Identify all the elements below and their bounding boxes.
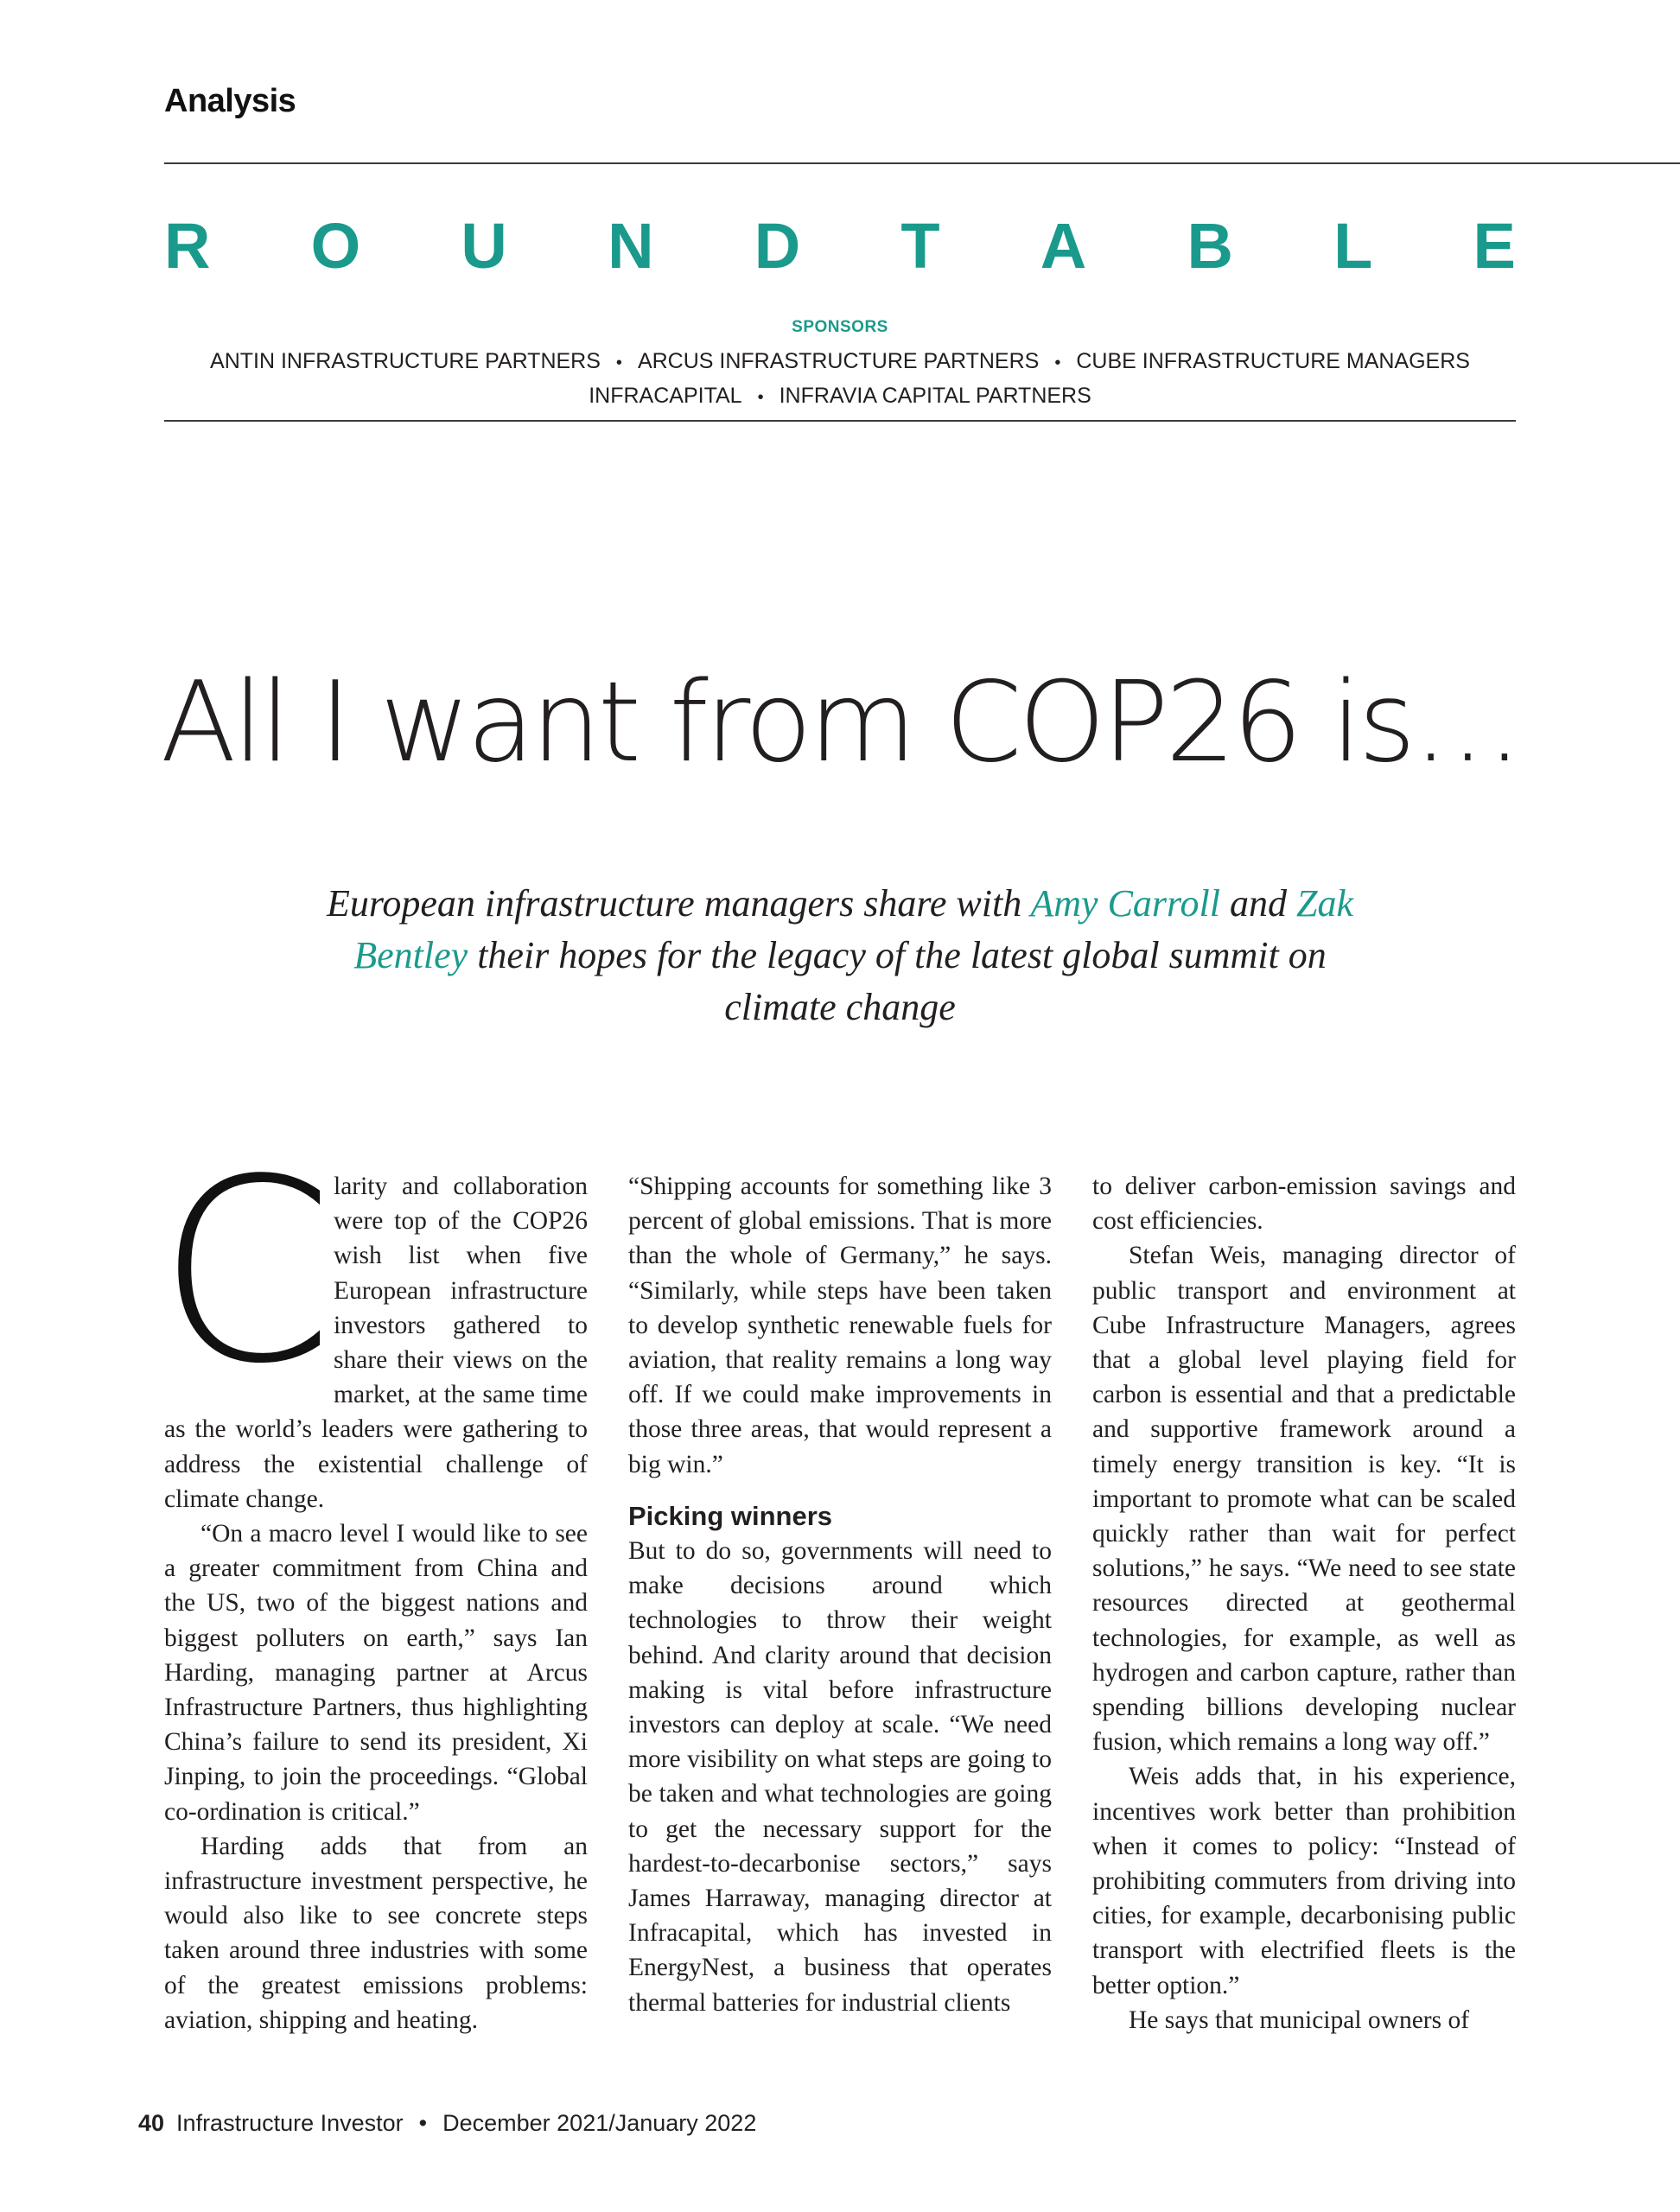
sponsors-divider	[164, 420, 1516, 422]
separator-bullet: •	[418, 2110, 428, 2136]
body-column-1	[157, 1125, 588, 2037]
banner-letter: L	[1333, 210, 1373, 282]
sponsor-name: ARCUS INFRASTRUCTURE PARTNERS	[637, 349, 1040, 373]
subheading: Picking winners	[628, 1500, 833, 1531]
drop-cap: C	[157, 1125, 334, 1419]
banner-letter: E	[1473, 210, 1516, 282]
sponsors-label: SPONSORS	[792, 318, 888, 336]
body-paragraph: larity and collaboration were top of the COP26 wish list when five European infrastructure investors gathered to share their views on the market, at the same time as the world’s leaders were gathering to address the existential challenge of climate change.	[164, 1173, 588, 1513]
body-column-3	[1092, 1169, 1516, 2037]
body-paragraph: Stefan Weis, managing director of public transport and environment at Cube Infrastructure Managers, agrees that a global level playing field for carbon is essential and that a predictable and supportive framework around a timely energy transition is key. “It is important to promote what can be scaled quickly rather than wait for perfect solutions,” he says. “We need to see state resources directed at geothermal technologies, for example, as well as hydrogen and carbon capture, rather than spending billions developing nuclear fusion, which remains a long way off.”	[1092, 1242, 1516, 1757]
sponsor-name: ANTIN INFRASTRUCTURE PARTNERS	[210, 349, 601, 373]
author-name: Zak Bentley	[353, 882, 1353, 976]
sponsor-name: CUBE INFRASTRUCTURE MANAGERS	[1076, 349, 1470, 373]
standfirst-text: European infrastructure managers share with	[326, 882, 1031, 925]
page-footer	[138, 2110, 756, 2137]
separator-bullet: •	[615, 353, 622, 372]
banner-letter: D	[754, 210, 801, 282]
banner-letter: T	[900, 210, 940, 282]
body-paragraph: “Shipping accounts for something like 3 percent of global emissions. That is more than the whole of Germany,” he says. “Similarly, while steps have been taken to develop synthetic renewable fuels for aviation, that reality remains a long way off. If we could make improvements in those three areas, that would represent a big win.”	[628, 1173, 1052, 1478]
section-label: Analysis	[164, 83, 296, 119]
separator-bullet: •	[757, 388, 764, 407]
page-number: 40	[138, 2110, 165, 2136]
standfirst	[294, 878, 1386, 1033]
roundtable-banner	[164, 210, 1516, 282]
sponsors-line-1	[164, 349, 1516, 374]
body-paragraph: “On a macro level I would like to see a greater commitment from China and the US, two of the biggest nations and biggest polluters on earth,” says Ian Harding, managing partner at Arcus Infrastructure Partners, thus highlighting China’s failure to send its president, Xi Jinping, to join the proceedings. “Global co-ordination is critical.”	[164, 1520, 588, 1826]
sponsor-name: INFRACAPITAL	[589, 384, 742, 408]
publication-name: Infrastructure Investor	[176, 2110, 404, 2136]
body-paragraph: Harding adds that from an infrastructure investment perspective, he would also like to see concrete steps taken around three industries with some of the greatest emissions problems: aviation, shipping and heating.	[164, 1832, 588, 2034]
body-column-2	[628, 1169, 1052, 2020]
banner-letter: A	[1040, 210, 1087, 282]
banner-letter: U	[461, 210, 507, 282]
sponsors-line-2	[164, 384, 1516, 409]
banner-letter: N	[608, 210, 654, 282]
body-paragraph: But to do so, governments will need to make decisions around which technologies to throw their weight behind. And clarity around that decision making is vital before infrastructure investors can deploy at scale. “We need more visibility on what steps are going to be taken and what technologies are going to get the necessary support for the hardest-to-decarbonise sectors,” says James Harraway, managing director at Infracapital, which has invested in EnergyNest, a business that operates thermal batteries for industrial clients	[628, 1537, 1052, 2017]
author-name: Amy Carroll	[1030, 882, 1220, 925]
top-divider	[164, 162, 1680, 164]
body-paragraph: to deliver carbon-emission savings and cost efficiencies.	[1092, 1173, 1516, 1236]
issue-date: December 2021/January 2022	[442, 2110, 757, 2136]
standfirst-text: and	[1220, 882, 1296, 925]
banner-letter: B	[1187, 210, 1233, 282]
standfirst-text: their hopes for the legacy of the latest global summit on climate change	[468, 934, 1327, 1028]
sponsor-name: INFRAVIA CAPITAL PARTNERS	[779, 384, 1091, 408]
body-paragraph: Weis adds that, in his experience, incentives work better than prohibition when it comes to policy: “Instead of prohibiting commuters from driving into cities, for example, decarbonising public transport with electrified fleets is the better option.”	[1092, 1763, 1516, 1999]
separator-bullet: •	[1054, 353, 1061, 372]
banner-letter: R	[164, 210, 211, 282]
body-paragraph: He says that municipal owners of	[1129, 2005, 1470, 2034]
headline: All I want from COP26 is…	[160, 658, 1520, 787]
banner-letter: O	[310, 210, 361, 282]
